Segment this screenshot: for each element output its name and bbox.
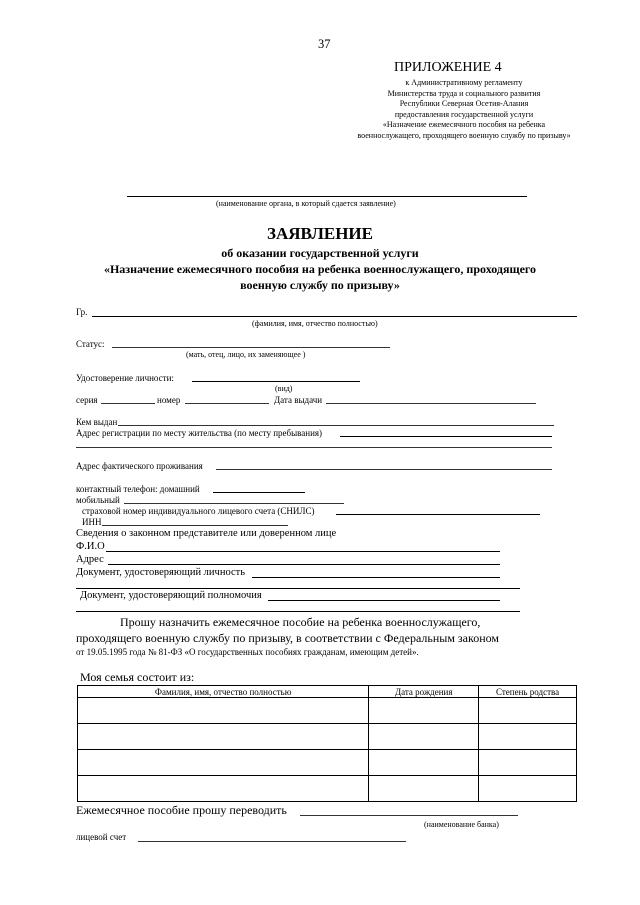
table-cell[interactable] [479,724,577,750]
table-cell[interactable] [479,750,577,776]
home-phone-field[interactable] [213,492,305,493]
address-label: Адрес [76,554,104,565]
service-name-line1: «Назначение ежемесячного пособия на ребенка военнослужащего, проходящего [103,262,537,276]
actual-address-label: Адрес фактического проживания [76,461,203,471]
doc-authority-field-2[interactable] [76,611,520,612]
table-cell[interactable] [78,750,369,776]
appendix-line: Министерства труда и социального развития [387,88,541,98]
table-cell[interactable] [479,776,577,802]
payment-label: Ежемесячное пособие прошу переводить [76,803,287,817]
citizen-caption: (фамилия, имя, отчество полностью) [252,319,378,328]
issued-by-label: Кем выдан [76,417,118,427]
fio-field[interactable] [106,551,500,552]
table-cell[interactable] [369,776,479,802]
bank-caption: (наименование банка) [424,820,499,829]
table-cell[interactable] [78,776,369,802]
mobile-field[interactable] [124,503,344,504]
status-caption: (мать, отец, лицо, их заменяющее ) [186,350,306,359]
account-label: лицевой счет [76,832,127,842]
request-line-3: от 19.05.1995 года № 81-ФЗ «О государственных пособиях гражданам, имеющим детей». [76,647,419,657]
number-field[interactable] [185,403,269,404]
reg-address-field-2[interactable] [76,447,552,448]
page-number: 37 [318,37,331,51]
snils-label: страховой номер индивидуального лицевого счета (СНИЛС) [82,506,315,516]
snils-field[interactable] [336,514,540,515]
inn-label: ИНН [82,517,102,527]
table-cell[interactable] [369,724,479,750]
home-phone-label: контактный телефон: домашний [76,484,200,494]
doc-authority-label: Документ, удостоверяющий полномочия [80,590,262,601]
series-field[interactable] [101,403,155,404]
column-header-relation: Степень родства [479,686,577,698]
issue-date-field[interactable] [326,403,536,404]
doc-authority-field[interactable] [268,600,500,601]
issue-date-label: Дата выдачи [274,395,323,405]
appendix-line: «Назначение ежемесячного пособия на ребенка [382,120,546,129]
number-label: номер [157,395,181,405]
reg-address-label: Адрес регистрации по месту жительства (по месту пребывания) [76,428,323,438]
appendix-line: военнослужащего, проходящего военную службу по призыву» [357,130,571,140]
family-table-header [78,686,577,698]
identity-label: Удостоверение личности: [76,373,174,383]
identity-caption: (вид) [275,384,293,393]
table-row [78,750,577,776]
appendix-lines [330,78,598,141]
appendix-line: предоставления государственной услуги [394,109,534,119]
identity-type-field[interactable] [192,381,360,382]
doc-identity-field[interactable] [252,577,500,578]
representative-label: Сведения о законном представителе или доверенном лице [76,528,337,539]
column-header-fio: Фамилия, имя, отчество полностью [78,686,369,698]
representative-address-field[interactable] [108,564,500,565]
appendix-line: Республики Северная Осетия-Алания [399,99,529,108]
request-line-2: проходящего военную службу по призыву, в соответствии с Федеральным законом [76,631,499,645]
table-cell[interactable] [369,698,479,724]
reg-address-field[interactable] [340,436,552,437]
citizen-label: Гр. [76,307,88,317]
statement-subtitle: об оказании государственной услуги [221,246,419,260]
statement-title: ЗАЯВЛЕНИЕ [266,224,373,243]
family-title: Моя семья состоит из: [80,670,195,684]
table-row [78,776,577,802]
family-table [77,685,577,802]
inn-field[interactable] [102,525,288,526]
appendix-line: к Административному регламенту [405,78,523,87]
bank-field[interactable] [300,815,518,816]
fio-label: Ф.И.О [76,541,105,552]
appendix-title: ПРИЛОЖЕНИЕ 4 [394,60,502,75]
table-row [78,698,577,724]
organ-line[interactable] [127,196,527,197]
citizen-field[interactable] [92,316,577,317]
table-cell[interactable] [78,724,369,750]
account-field[interactable] [138,841,406,842]
table-cell[interactable] [479,698,577,724]
organ-caption: (наименование органа, в который сдается заявление) [216,199,396,208]
table-cell[interactable] [369,750,479,776]
doc-identity-field-2[interactable] [76,588,520,589]
mobile-label: мобильный [76,495,120,505]
series-label: серия [76,395,98,405]
status-field[interactable] [112,347,390,348]
table-row [78,724,577,750]
table-cell[interactable] [78,698,369,724]
request-line-1: Прошу назначить ежемесячное пособие на ребенка военнослужащего, [120,615,481,629]
actual-address-field[interactable] [216,469,552,470]
status-label: Статус: [76,339,105,349]
issued-by-field[interactable] [118,425,554,426]
doc-identity-label: Документ, удостоверяющий личность [76,567,245,578]
service-name-line2: военную службу по призыву» [240,278,400,292]
column-header-birth-date: Дата рождения [369,686,479,698]
